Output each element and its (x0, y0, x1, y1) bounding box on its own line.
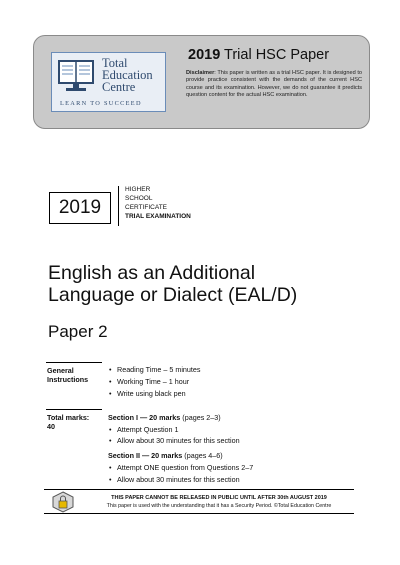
section-1-title: Section I — 20 marks (108, 413, 181, 422)
trial-paper-title (188, 47, 329, 63)
exam-year-box: 2019 (49, 192, 111, 224)
section-1-item: • Attempt Question 1 (117, 425, 179, 434)
divider-line (118, 186, 119, 226)
section-2-heading (108, 451, 223, 460)
section-rule (46, 362, 102, 363)
logo-tagline: LEARN TO SUCCEED (60, 100, 142, 107)
paper-number: Paper 2 (48, 322, 108, 341)
release-notice: THIS PAPER CANNOT BE RELEASED IN PUBLIC UNTIL AFTER 30th AUGUST 2019 (111, 495, 327, 501)
subject-title (48, 262, 378, 306)
section-1-item: • Allow about 30 minutes for this section (117, 436, 240, 445)
trial-paper-year: 2019 (188, 47, 221, 63)
hsc-line-certificate: CERTIFICATE (125, 204, 168, 211)
general-item: • Reading Time – 5 minutes (117, 365, 201, 374)
tec-logo (51, 52, 166, 112)
instructions-label: Instructions (47, 375, 89, 384)
logo-text-education: Education (102, 68, 153, 82)
section-1-heading (108, 413, 221, 422)
section-2-item: • Attempt ONE question from Questions 2–7 (117, 463, 253, 472)
total-marks-label: Total marks: (47, 413, 90, 422)
disclaimer-label: Disclaimer (186, 70, 215, 76)
section-2-item: • Allow about 30 minutes for this section (117, 475, 240, 484)
hsc-line-trial: TRIAL EXAMINATION (125, 213, 191, 220)
general-label: General (47, 366, 74, 375)
book-monitor-icon (56, 58, 96, 94)
hsc-line-school: SCHOOL (125, 195, 153, 202)
disclaimer (186, 70, 362, 99)
section-2-title: Section II — 20 marks (108, 451, 183, 460)
subject-line-2: Language or Dialect (EAL/D) (48, 284, 298, 306)
total-marks-value: 40 (47, 422, 55, 431)
security-notice: This paper is used with the understanding that it has a Security Period. ©Total Education Centre (106, 503, 332, 509)
section-rule (46, 409, 102, 410)
subject-line-1: English as an Additional (48, 262, 256, 284)
section-2-pages: (pages 4–6) (182, 451, 223, 460)
security-lock-icon (51, 491, 75, 513)
general-item: • Write using black pen (117, 389, 186, 398)
general-item: • Working Time – 1 hour (117, 377, 189, 386)
trial-paper-label: Trial HSC Paper (220, 47, 330, 63)
logo-text-total: Total (102, 56, 128, 70)
disclaimer-text: : This paper is written as a trial HSC paper. It is designed to provide practice consistent with the demands of the current HSC course and its examination. However, we do not guarantee it predicts question content for the actual HSC examination. (186, 70, 362, 98)
footer-rule-bottom (44, 513, 354, 514)
hsc-line-higher: HIGHER (125, 186, 151, 193)
section-1-pages: (pages 2–3) (180, 413, 221, 422)
footer-rule-top (44, 489, 354, 490)
logo-text-centre: Centre (102, 80, 136, 94)
